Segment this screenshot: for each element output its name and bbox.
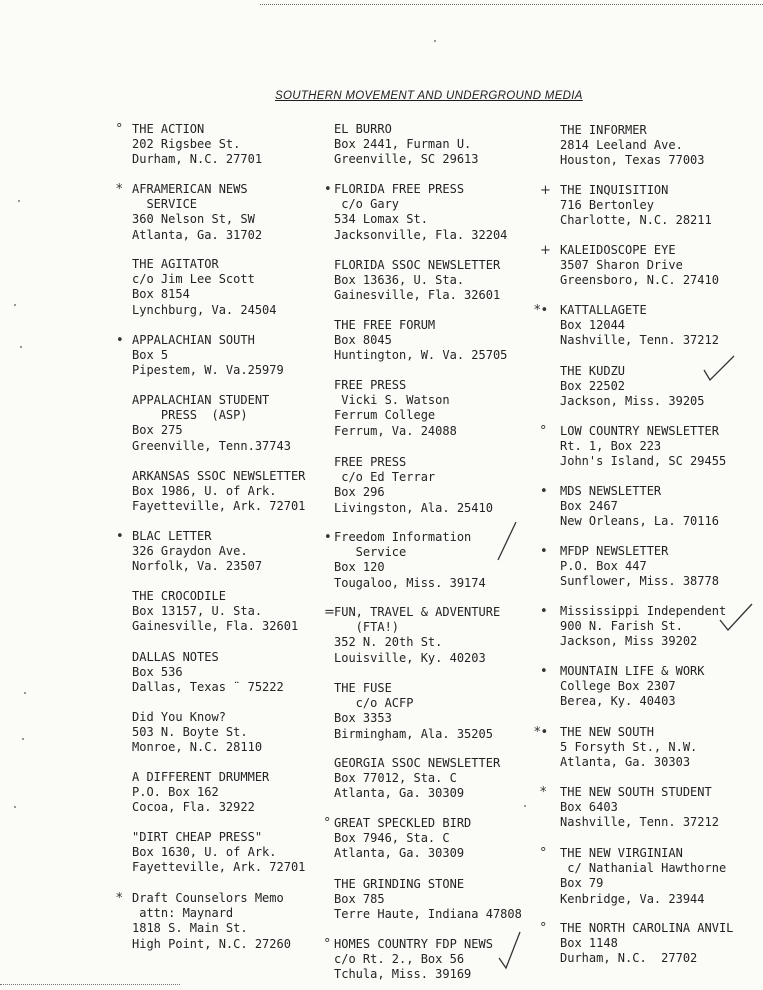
entry-name: FLORIDA SSOC NEWSLETTER xyxy=(334,258,501,272)
entry-address-line: SERVICE xyxy=(132,197,198,212)
entry-address-line: Nashville, Tenn. 37212 xyxy=(560,333,719,348)
listing-entry xyxy=(334,756,500,802)
entry-address-line: Gainesville, Fla. 32601 xyxy=(132,619,299,634)
entry-name: THE INQUISITION xyxy=(560,183,669,197)
listing-entry xyxy=(334,122,479,168)
margin-mark: ° xyxy=(116,122,123,137)
entry-name: THE NEW SOUTH STUDENT xyxy=(560,785,712,799)
entry-address-line: 1818 S. Main St. xyxy=(132,921,248,936)
entry-address-line: Box 2467 xyxy=(560,499,618,514)
entry-address-line: Box 5 xyxy=(132,348,169,363)
entry-address-line: Fayetteville, Ark. 72701 xyxy=(132,499,306,514)
entry-address-line: Box 785 xyxy=(334,892,385,907)
entry-address-line: Box 2441, Furman U. xyxy=(334,137,472,152)
entry-address-line: Box 120 xyxy=(334,560,385,575)
margin-mark: ° xyxy=(540,846,547,861)
entry-address-line: Box 275 xyxy=(132,423,183,438)
check-mark-kudzu xyxy=(700,352,740,384)
entry-address-line: 202 Rigsbee St. xyxy=(132,137,241,152)
listing-entry xyxy=(132,529,262,575)
listing-entry xyxy=(334,378,457,439)
listing-entry xyxy=(334,937,493,983)
entry-name: Mississippi Independent xyxy=(560,604,727,618)
entry-address-line: Jacksonville, Fla. 32204 xyxy=(334,227,508,242)
entry-name: A DIFFERENT DRUMMER xyxy=(132,770,270,784)
entry-name: Freedom Information xyxy=(334,530,472,544)
margin-mark: *• xyxy=(534,725,549,740)
entry-address-line: Box 77012, Sta. C xyxy=(334,771,457,786)
bottom-edge-dots xyxy=(0,984,180,987)
entry-name: MFDP NEWSLETTER xyxy=(560,544,669,558)
entry-name: THE AGITATOR xyxy=(132,257,219,271)
listing-entry xyxy=(132,891,291,952)
entry-address-line: (FTA!) xyxy=(334,620,400,635)
listing-entry xyxy=(132,122,262,168)
entry-name: Did You Know? xyxy=(132,710,226,724)
listing-entry xyxy=(560,921,733,967)
entry-address-line: Box 8045 xyxy=(334,333,392,348)
entry-address-line: c/ Nathanial Hawthorne xyxy=(560,861,727,876)
margin-mark: * xyxy=(116,182,123,197)
listing-entry xyxy=(334,530,486,591)
listing-entry xyxy=(334,605,500,666)
entry-address-line: Box 1630, U. of Ark. xyxy=(132,845,277,860)
entry-name: THE INFORMER xyxy=(560,123,647,137)
entry-name: FLORIDA FREE PRESS xyxy=(334,182,465,196)
listing-entry xyxy=(560,725,697,771)
entry-address-line: Vicki S. Watson xyxy=(334,393,450,408)
listing-entry xyxy=(560,846,726,907)
entry-name: FREE PRESS xyxy=(334,455,407,469)
entry-name: AFRAMERICAN NEWS xyxy=(132,182,248,196)
listing-entry xyxy=(334,877,522,923)
entry-name: KALEIDOSCOPE EYE xyxy=(560,243,676,257)
entry-address-line: 534 Lomax St. xyxy=(334,212,428,227)
entry-address-line: c/o Ed Terrar xyxy=(334,470,436,485)
entry-address-line: College Box 2307 xyxy=(560,679,676,694)
entry-name: THE CROCODILE xyxy=(132,589,226,603)
entry-address-line: Box 296 xyxy=(334,485,385,500)
entry-address-line: Terre Haute, Indiana 47808 xyxy=(334,907,522,922)
entry-address-line: c/o Rt. 2., Box 56 xyxy=(334,952,465,967)
listing-entry xyxy=(334,182,507,243)
entry-address-line: High Point, N.C. 27260 xyxy=(132,936,291,951)
listing-entry xyxy=(334,455,493,516)
entry-address-line: c/o ACFP xyxy=(334,696,414,711)
entry-address-line: Huntington, W. Va. 25705 xyxy=(334,348,508,363)
entry-name: THE NEW SOUTH xyxy=(560,725,654,739)
entry-address-line: Box 6403 xyxy=(560,800,618,815)
listing-entry xyxy=(334,816,471,862)
entry-address-line: 3507 Sharon Drive xyxy=(560,258,683,273)
entry-address-line: Box 12044 xyxy=(560,318,626,333)
listing-entry xyxy=(560,364,705,410)
listing-entry xyxy=(132,182,262,243)
margin-mark: • xyxy=(540,484,548,499)
entry-address-line: Service xyxy=(334,545,407,560)
margin-mark: = xyxy=(324,605,335,620)
entry-address-line: Norfolk, Va. 23507 xyxy=(132,559,263,574)
listing-entry xyxy=(334,258,500,304)
margin-mark: • xyxy=(540,604,548,619)
margin-mark: *• xyxy=(534,303,549,318)
entry-address-line: Box 536 xyxy=(132,665,183,680)
entry-address-line: Dallas, Texas ¨ 75222 xyxy=(132,680,284,695)
listing-entry xyxy=(334,318,507,364)
listing-entry xyxy=(132,469,305,515)
listing-entry xyxy=(560,664,705,710)
margin-mark: • xyxy=(540,544,548,559)
listing-entry xyxy=(560,785,719,831)
check-mark-mississippi-independent xyxy=(716,600,756,636)
entry-address-line: Cocoa, Fla. 32922 xyxy=(132,800,255,815)
entry-name: THE FREE FORUM xyxy=(334,318,436,332)
entry-name: GEORGIA SSOC NEWSLETTER xyxy=(334,756,501,770)
margin-mark: • xyxy=(324,182,332,197)
entry-address-line: Atlanta, Ga. 31702 xyxy=(132,227,263,242)
listing-entry xyxy=(560,424,726,470)
entry-address-line: Box 8154 xyxy=(132,287,190,302)
entry-address-line: Atlanta, Ga. 30309 xyxy=(334,786,465,801)
margin-mark: • xyxy=(324,530,332,545)
margin-mark: + xyxy=(540,183,551,198)
entry-address-line: 900 N. Farish St. xyxy=(560,619,683,634)
margin-mark: + xyxy=(540,243,551,258)
entry-address-line: Box 1148 xyxy=(560,936,618,951)
margin-speck xyxy=(524,805,526,807)
entry-address-line: PRESS (ASP) xyxy=(132,408,248,423)
entry-address-line: Tougaloo, Miss. 39174 xyxy=(334,575,486,590)
margin-mark: ° xyxy=(540,424,547,439)
entry-address-line: Ferrum College xyxy=(334,408,436,423)
entry-name: BLAC LETTER xyxy=(132,529,212,543)
listing-entry xyxy=(560,243,719,289)
entry-address-line: Box 1986, U. of Ark. xyxy=(132,484,277,499)
entry-address-line: P.O. Box 447 xyxy=(560,559,647,574)
entry-name: APPALACHIAN STUDENT xyxy=(132,393,270,407)
listing-entry xyxy=(560,183,712,229)
listing-entry xyxy=(132,710,262,756)
entry-address-line: Gainesville, Fla. 32601 xyxy=(334,288,501,303)
entry-address-line: Box 22502 xyxy=(560,379,626,394)
entry-address-line: 360 Nelson St, SW xyxy=(132,212,255,227)
entry-address-line: P.O. Box 162 xyxy=(132,785,219,800)
entry-address-line: attn: Maynard xyxy=(132,906,234,921)
entry-name: THE FUSE xyxy=(334,681,392,695)
entry-address-line: Greenville, SC 29613 xyxy=(334,152,479,167)
entry-name: LOW COUNTRY NEWSLETTER xyxy=(560,424,719,438)
margin-speck xyxy=(434,40,436,42)
entry-name: THE NEW VIRGINIAN xyxy=(560,846,683,860)
entry-address-line: Nashville, Tenn. 37212 xyxy=(560,815,719,830)
listing-entry xyxy=(560,544,719,590)
margin-mark: • xyxy=(540,664,548,679)
entry-address-line: Birmingham, Ala. 35205 xyxy=(334,726,493,741)
entry-name: ARKANSAS SSOC NEWSLETTER xyxy=(132,469,306,483)
entry-name: THE NORTH CAROLINA ANVIL xyxy=(560,921,734,935)
margin-mark: ° xyxy=(540,921,547,936)
listing-entry xyxy=(132,393,291,454)
entry-name: GREAT SPECKLED BIRD xyxy=(334,816,472,830)
margin-speck xyxy=(24,692,26,694)
entry-address-line: Jackson, Miss. 39205 xyxy=(560,394,705,409)
entry-name: DALLAS NOTES xyxy=(132,650,219,664)
entry-name: Draft Counselors Memo xyxy=(132,891,284,905)
slash-mark-freedom-info xyxy=(494,520,520,562)
top-edge-dots xyxy=(260,0,763,5)
margin-mark: * xyxy=(540,785,547,800)
entry-address-line: New Orleans, La. 70116 xyxy=(560,514,719,529)
entry-address-line: Rt. 1, Box 223 xyxy=(560,439,662,454)
entry-address-line: Tchula, Miss. 39169 xyxy=(334,967,472,982)
margin-speck xyxy=(18,200,20,202)
margin-mark: ° xyxy=(324,816,331,831)
entry-name: THE KUDZU xyxy=(560,364,626,378)
entry-address-line: Box 13157, U. Sta. xyxy=(132,604,263,619)
listing-entry xyxy=(560,303,719,349)
entry-address-line: Box 79 xyxy=(560,876,604,891)
entry-address-line: c/o Gary xyxy=(334,197,400,212)
margin-speck xyxy=(14,806,16,808)
entry-address-line: Kenbridge, Va. 23944 xyxy=(560,891,705,906)
listing-entry xyxy=(132,333,284,379)
page-title: SOUTHERN MOVEMENT AND UNDERGROUND MEDIA xyxy=(275,90,583,102)
listing-entry xyxy=(334,681,493,742)
listing-entry xyxy=(132,770,269,816)
listing-entry xyxy=(132,589,298,635)
margin-speck xyxy=(22,738,24,740)
listing-entry xyxy=(132,257,277,318)
entry-address-line: Monroe, N.C. 28110 xyxy=(132,740,263,755)
entry-address-line: Louisville, Ky. 40203 xyxy=(334,650,486,665)
entry-name: FUN, TRAVEL & ADVENTURE xyxy=(334,605,501,619)
entry-name: THE ACTION xyxy=(132,122,205,136)
entry-name: MDS NEWSLETTER xyxy=(560,484,662,498)
check-mark-homes-country xyxy=(496,930,524,972)
margin-speck xyxy=(20,346,22,348)
entry-name: APPALACHIAN SOUTH xyxy=(132,333,255,347)
entry-address-line: Charlotte, N.C. 28211 xyxy=(560,213,712,228)
entry-name: EL BURRO xyxy=(334,122,392,136)
entry-address-line: John's Island, SC 29455 xyxy=(560,454,727,469)
entry-address-line: Fayetteville, Ark. 72701 xyxy=(132,860,306,875)
entry-name: FREE PRESS xyxy=(334,378,407,392)
entry-address-line: 716 Bertonley xyxy=(560,198,654,213)
entry-address-line: Livingston, Ala. 25410 xyxy=(334,500,493,515)
entry-address-line: Greenville, Tenn.37743 xyxy=(132,438,291,453)
margin-mark: ° xyxy=(324,937,331,952)
entry-address-line: Box 13636, U. Sta. xyxy=(334,273,465,288)
entry-address-line: Pipestem, W. Va.25979 xyxy=(132,363,284,378)
entry-address-line: Ferrum, Va. 24088 xyxy=(334,423,457,438)
entry-address-line: Sunflower, Miss. 38778 xyxy=(560,574,719,589)
listing-entry xyxy=(132,830,305,876)
margin-mark: • xyxy=(116,529,124,544)
entry-name: "DIRT CHEAP PRESS" xyxy=(132,830,263,844)
entry-address-line: Box 7946, Sta. C xyxy=(334,831,450,846)
margin-mark: • xyxy=(116,333,124,348)
entry-address-line: c/o Jim Lee Scott xyxy=(132,272,255,287)
listing-entry xyxy=(560,604,726,650)
entry-name: KATTALLAGETE xyxy=(560,303,647,317)
entry-address-line: 352 N. 20th St. xyxy=(334,635,443,650)
listing-entry xyxy=(560,484,719,530)
entry-name: MOUNTAIN LIFE & WORK xyxy=(560,664,705,678)
entry-address-line: Houston, Texas 77003 xyxy=(560,153,705,168)
entry-address-line: Greensboro, N.C. 27410 xyxy=(560,273,719,288)
entry-address-line: 503 N. Boyte St. xyxy=(132,725,248,740)
entry-address-line: Durham, N.C. 27701 xyxy=(132,152,263,167)
entry-name: HOMES COUNTRY FDP NEWS xyxy=(334,937,493,951)
entry-address-line: 5 Forsyth St., N.W. xyxy=(560,740,698,755)
entry-address-line: 2814 Leeland Ave. xyxy=(560,138,683,153)
margin-speck xyxy=(14,304,16,306)
entry-address-line: Lynchburg, Va. 24504 xyxy=(132,302,277,317)
margin-mark: * xyxy=(116,891,123,906)
entry-address-line: Box 3353 xyxy=(334,711,392,726)
entry-address-line: 326 Graydon Ave. xyxy=(132,544,248,559)
listing-entry xyxy=(560,123,705,169)
entry-address-line: Jackson, Miss 39202 xyxy=(560,634,698,649)
listing-entry xyxy=(132,650,284,696)
entry-address-line: Atlanta, Ga. 30309 xyxy=(334,846,465,861)
entry-address-line: Atlanta, Ga. 30303 xyxy=(560,755,691,770)
entry-address-line: Berea, Ky. 40403 xyxy=(560,694,676,709)
entry-name: THE GRINDING STONE xyxy=(334,877,465,891)
entry-address-line: Durham, N.C. 27702 xyxy=(560,951,698,966)
